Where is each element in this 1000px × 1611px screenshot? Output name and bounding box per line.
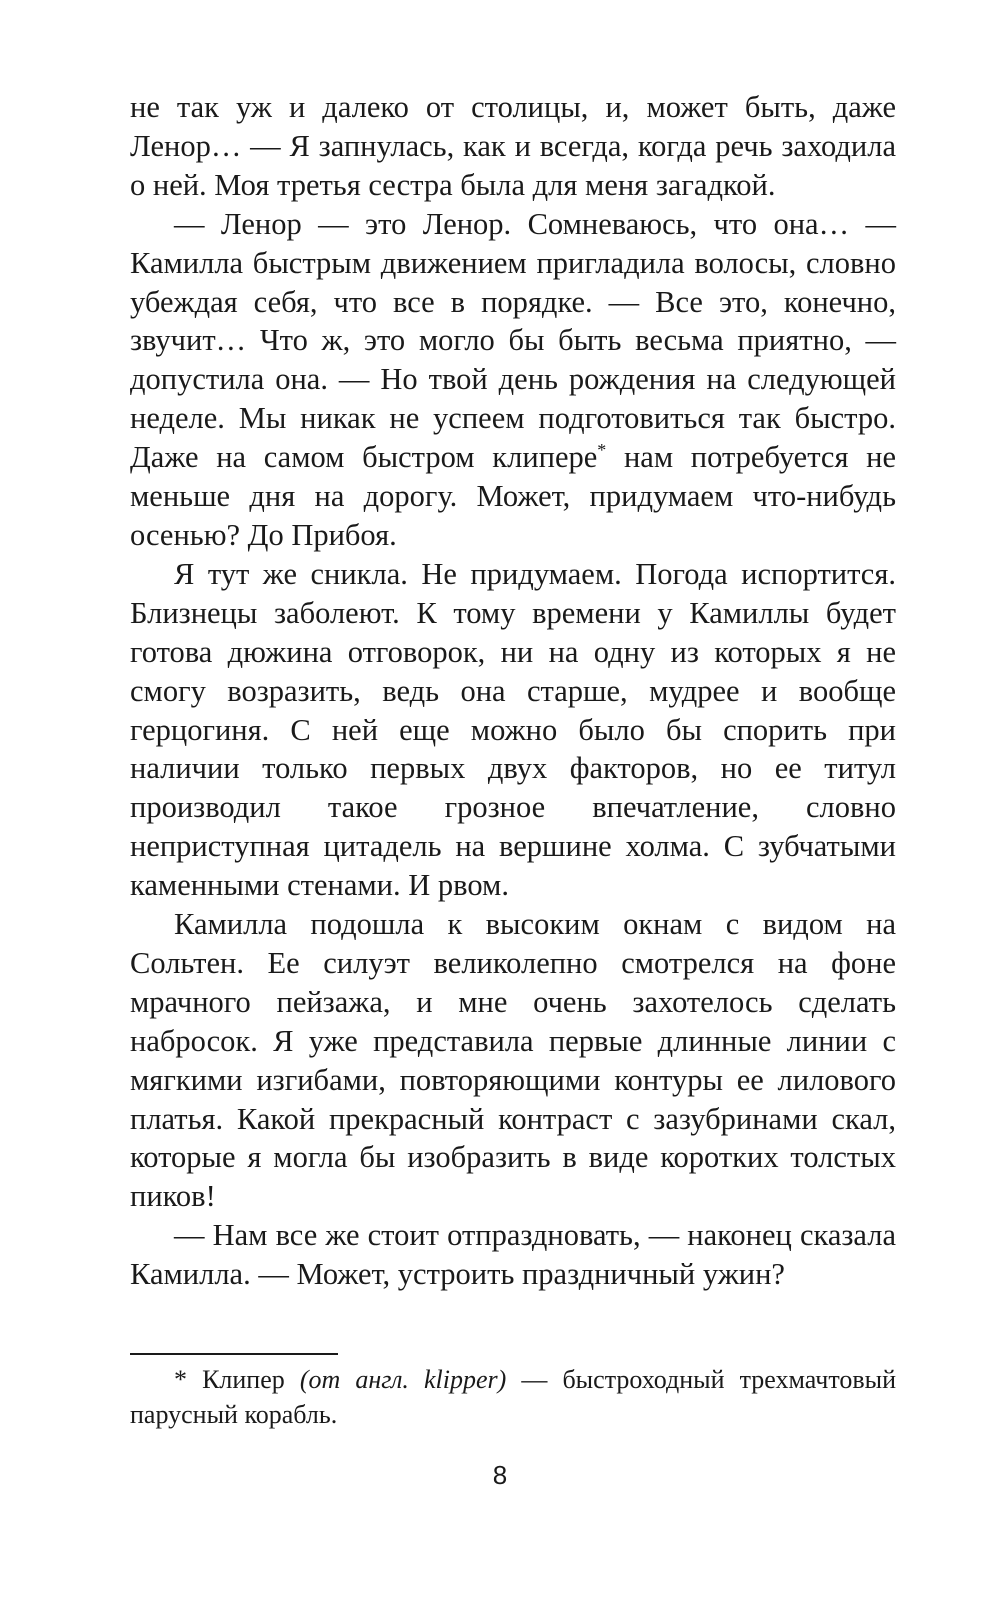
page-body [130, 88, 896, 1294]
paragraph-2-text: — Ленор — это Ленор. Сомневаюсь, что она… — Камилла быстрым движением пригладила волосы, словно убеждая себя, что все в порядке. — Все это, конечно, звучит… Что ж, это могло бы быть весьма приятно, — допустила она. — Но твой день рождения на следующей неделе. Мы никак не успеем подготовиться так быстро. Даже на самом быстром клипере [130, 206, 896, 475]
footnote [130, 1362, 896, 1432]
paragraph-5: — Нам все же стоит отпраздновать, — наконец сказала Камилла. — Может, устроить праздничный ужин? [130, 1218, 896, 1292]
paragraph-2-continuation: нам потребуется не меньше дня на дорогу. Может, придумаем что-нибудь осенью? До Прибоя. [130, 440, 896, 552]
footnote-definition: — быстроходный трехмачтовый парусный корабль. [130, 1365, 896, 1429]
footnote-divider [130, 1353, 338, 1355]
paragraph-2 [130, 205, 896, 555]
page-number: 8 [492, 1460, 508, 1490]
paragraph-3: Я тут же сникла. Не придумаем. Погода испортится. Близнецы заболеют. К тому времени у Камиллы будет готова дюжина отговорок, ни на одну из которых я не смогу возразить, ведь она старше, мудрее и вообще герцогиня. С ней еще можно было бы спорить при наличии только первых двух факторов, но ее титул производил такое грозное впечатление, словно неприступная цитадель на вершине холма. С зубчатыми каменными стенами. И рвом. [130, 556, 896, 903]
body-text [130, 88, 896, 1294]
paragraph-1: не так уж и далеко от столицы, и, может быть, даже Ленор… — Я запнулась, как и всегда, когда речь заходила о ней. Моя третья сестра была для меня загадкой. [130, 90, 896, 202]
footnote-etymology: (от англ. klipper) [299, 1365, 507, 1394]
footnote-marker: * [597, 440, 607, 460]
paragraph-4: Камилла подошла к высоким окнам с видом на Сольтен. Ее силуэт великолепно смотрелся на фоне мрачного пейзажа, и мне очень захотелось сделать набросок. Я уже представила первые длинные линии с мягкими изгибами, повторяющими контуры ее лилового платья. Какой прекрасный контраст с зазубринами скал, которые я могла бы изобразить в виде коротких толстых пиков! [130, 907, 896, 1214]
footnote-lead: * Клипер [174, 1365, 300, 1394]
